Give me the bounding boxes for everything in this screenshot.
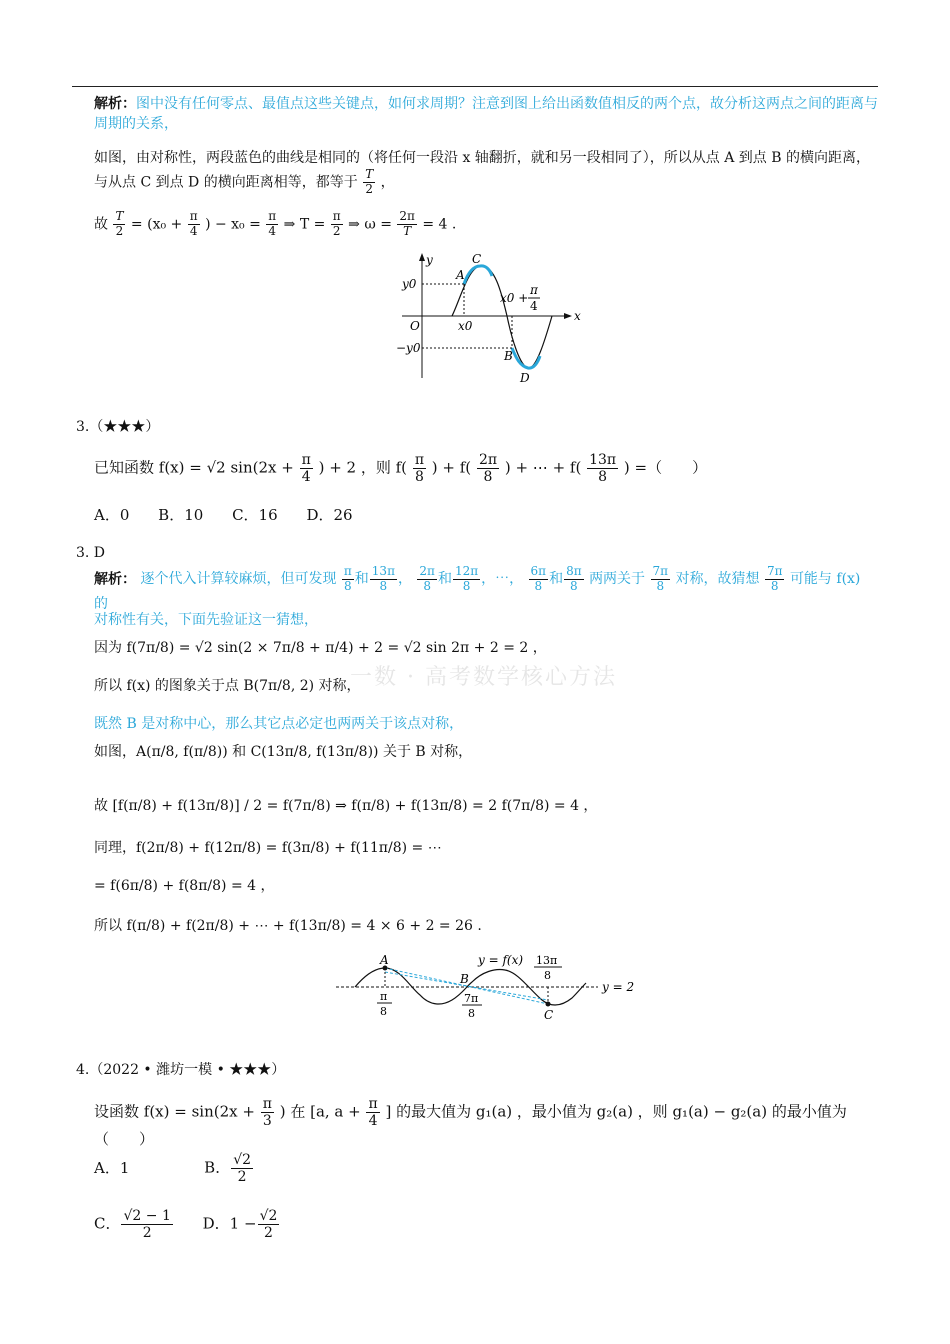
fraction: $\frac{T}{2}$ [365,167,374,196]
solution-2-para2: 与从点 C 到点 D 的横向距离相等，都等于 $\frac{T}{2}$ ， [94,167,395,196]
sine-curve [452,266,552,368]
option-c[interactable]: C． $\frac{√2 - 1}{2}$ [94,1208,171,1242]
sine-graph-1 [390,250,590,385]
svg-text:π: π [380,990,388,1003]
option-b[interactable]: B．10 [158,506,204,524]
solution-3-hint-cont: 对称性有关，下面先验证这一猜想， [94,612,318,628]
solution-2-derivation: 故 $\frac{T}{2}$ = (x₀ + $\frac{\pi}{4}$ ) − x₀ = $\frac{\pi}{4}$ ⇒ T = $\frac{\pi}{2}$ ⇒ ω = $\frac{2\pi}{T}$ = 4 . [94,209,457,238]
x-label: x [574,309,581,323]
label-y2: y = 2 [602,980,635,994]
hint-text: 图中没有任何零点、最值点这些关键点，如何求周期？注意到图上给出函数值相反的两个点，故分析这两点之间的距离与周期的关系， [94,96,878,133]
point-A: A [456,268,465,282]
solution-2-hint [94,94,878,135]
svg-text:8: 8 [544,969,551,982]
label-A: A [380,953,389,967]
solution-3-line4: 如图，A(π/8, f(π/8)) 和 C(13π/8, f(13π/8)) 关于 B 对称， [94,744,473,760]
solution-3-answer: 3. D [76,545,106,561]
neg-y0-label: −y0 [396,341,421,355]
point-C-dot [546,1002,551,1007]
svg-text:π: π [530,283,538,297]
label-B: B [460,972,469,986]
y0-label: y0 [402,277,417,291]
solution-3-hint: 解析： 逐个代入计算较麻烦，但可发现 $\frac{\pi}{8}$ 和 $\frac{13\pi}{8}$ ， $\frac{2\pi}{8}$ 和 $\frac{12\pi}{8}$ ，⋯， $\frac{6\pi}{8}$ 和 $\frac{8\pi}{8}$ 两两关于 $\frac{7\pi}{8}$ 对称，故猜想 $\frac{7\pi}{8}$ 可能与 f(x) 的 [94,564,861,612]
option-d[interactable]: D．26 [306,506,353,524]
x0-label: x0 [458,319,473,333]
option-b[interactable]: B． $\frac{√2}{2}$ [204,1152,252,1186]
question-3-number: 3.（★★★） [76,419,160,435]
svg-text:8: 8 [380,1005,387,1018]
question-4-options-row1 [94,1152,878,1185]
solution-3-line8: 所以 f(π/8) + f(2π/8) + ⋯ + f(13π/8) = 4 × 6 + 2 = 26 . [94,918,482,934]
header-rule [72,86,878,87]
option-a[interactable]: A．0 [94,506,130,524]
solution-3-line2: 所以 f(x) 的图象关于点 B(7π/8, 2) 对称， [94,678,361,694]
option-a[interactable]: A．1 [94,1158,130,1177]
option-d[interactable]: D．1 − $\frac{√2}{2}$ [202,1208,278,1242]
svg-text:13π: 13π [536,954,558,967]
question-4-options-row2 [94,1208,878,1241]
solution-3-line6: 同理，f(2π/8) + f(12π/8) = f(3π/8) + f(11π/8) = ⋯ [94,840,442,856]
sine-graph-2 [330,950,640,1030]
point-B: B [504,349,513,363]
option-c[interactable]: C．16 [232,506,278,524]
question-4-number: 4.（2022 • 潍坊一模 • ★★★） [76,1062,286,1078]
svg-text:4: 4 [530,299,538,313]
label-C: C [544,1008,554,1022]
analysis-label: 解析： [94,96,136,112]
question-4-stem: 设函数 f(x) = sin(2x + $\frac{\pi}{3}$ ) 在 [a, a + $\frac{\pi}{4}$ ] 的最大值为 g₁(a) ，最小值为 g₂(a) ，则 g₁(a) − g₂(a) 的最小值为（ ） [94,1096,847,1149]
svg-text:7π: 7π [464,992,479,1005]
solution-2-para1: 如图，由对称性，两段蓝色的曲线是相同的（将任何一段沿 x 轴翻折，就和另一段相同了），所以从点 A 到点 B 的横向距离， [94,150,870,166]
svg-text:8: 8 [468,1007,475,1020]
question-3-options [94,505,878,527]
solution-3-line5: 故 [f(π/8) + f(13π/8)] / 2 = f(7π/8) ⇒ f(π/8) + f(13π/8) = 2 f(7π/8) = 4 ， [94,798,598,814]
x0-plus-label: x0 + [500,291,529,305]
y-label: y [426,253,433,267]
solution-3-line7: = f(6π/8) + f(8π/8) = 4 ， [94,878,275,894]
question-3-stem: 已知函数 f(x) = √2 sin(2x + $\frac{\pi}{4}$ ) + 2 ，则 f( $\frac{\pi}{8}$ ) + f( $\frac{2\pi}{8}$ ) + ⋯ + f( $\frac{13\pi}{8}$ ) =（ ） [94,452,708,486]
label-fx: y = f(x) [478,953,524,967]
point-C: C [472,252,482,266]
blue-arc-top [464,266,492,284]
origin-label: O [410,319,420,333]
solution-3-line1: 因为 f(7π/8) = √2 sin(2 × 7π/8 + π/4) + 2 = √2 sin 2π + 2 = 2 ， [94,640,547,656]
point-D: D [520,371,530,385]
watermark: 一数 · 高考数学核心方法 [350,665,617,690]
solution-3-line3: 既然 B 是对称中心，那么其它点必定也两两关于该点对称， [94,716,464,732]
